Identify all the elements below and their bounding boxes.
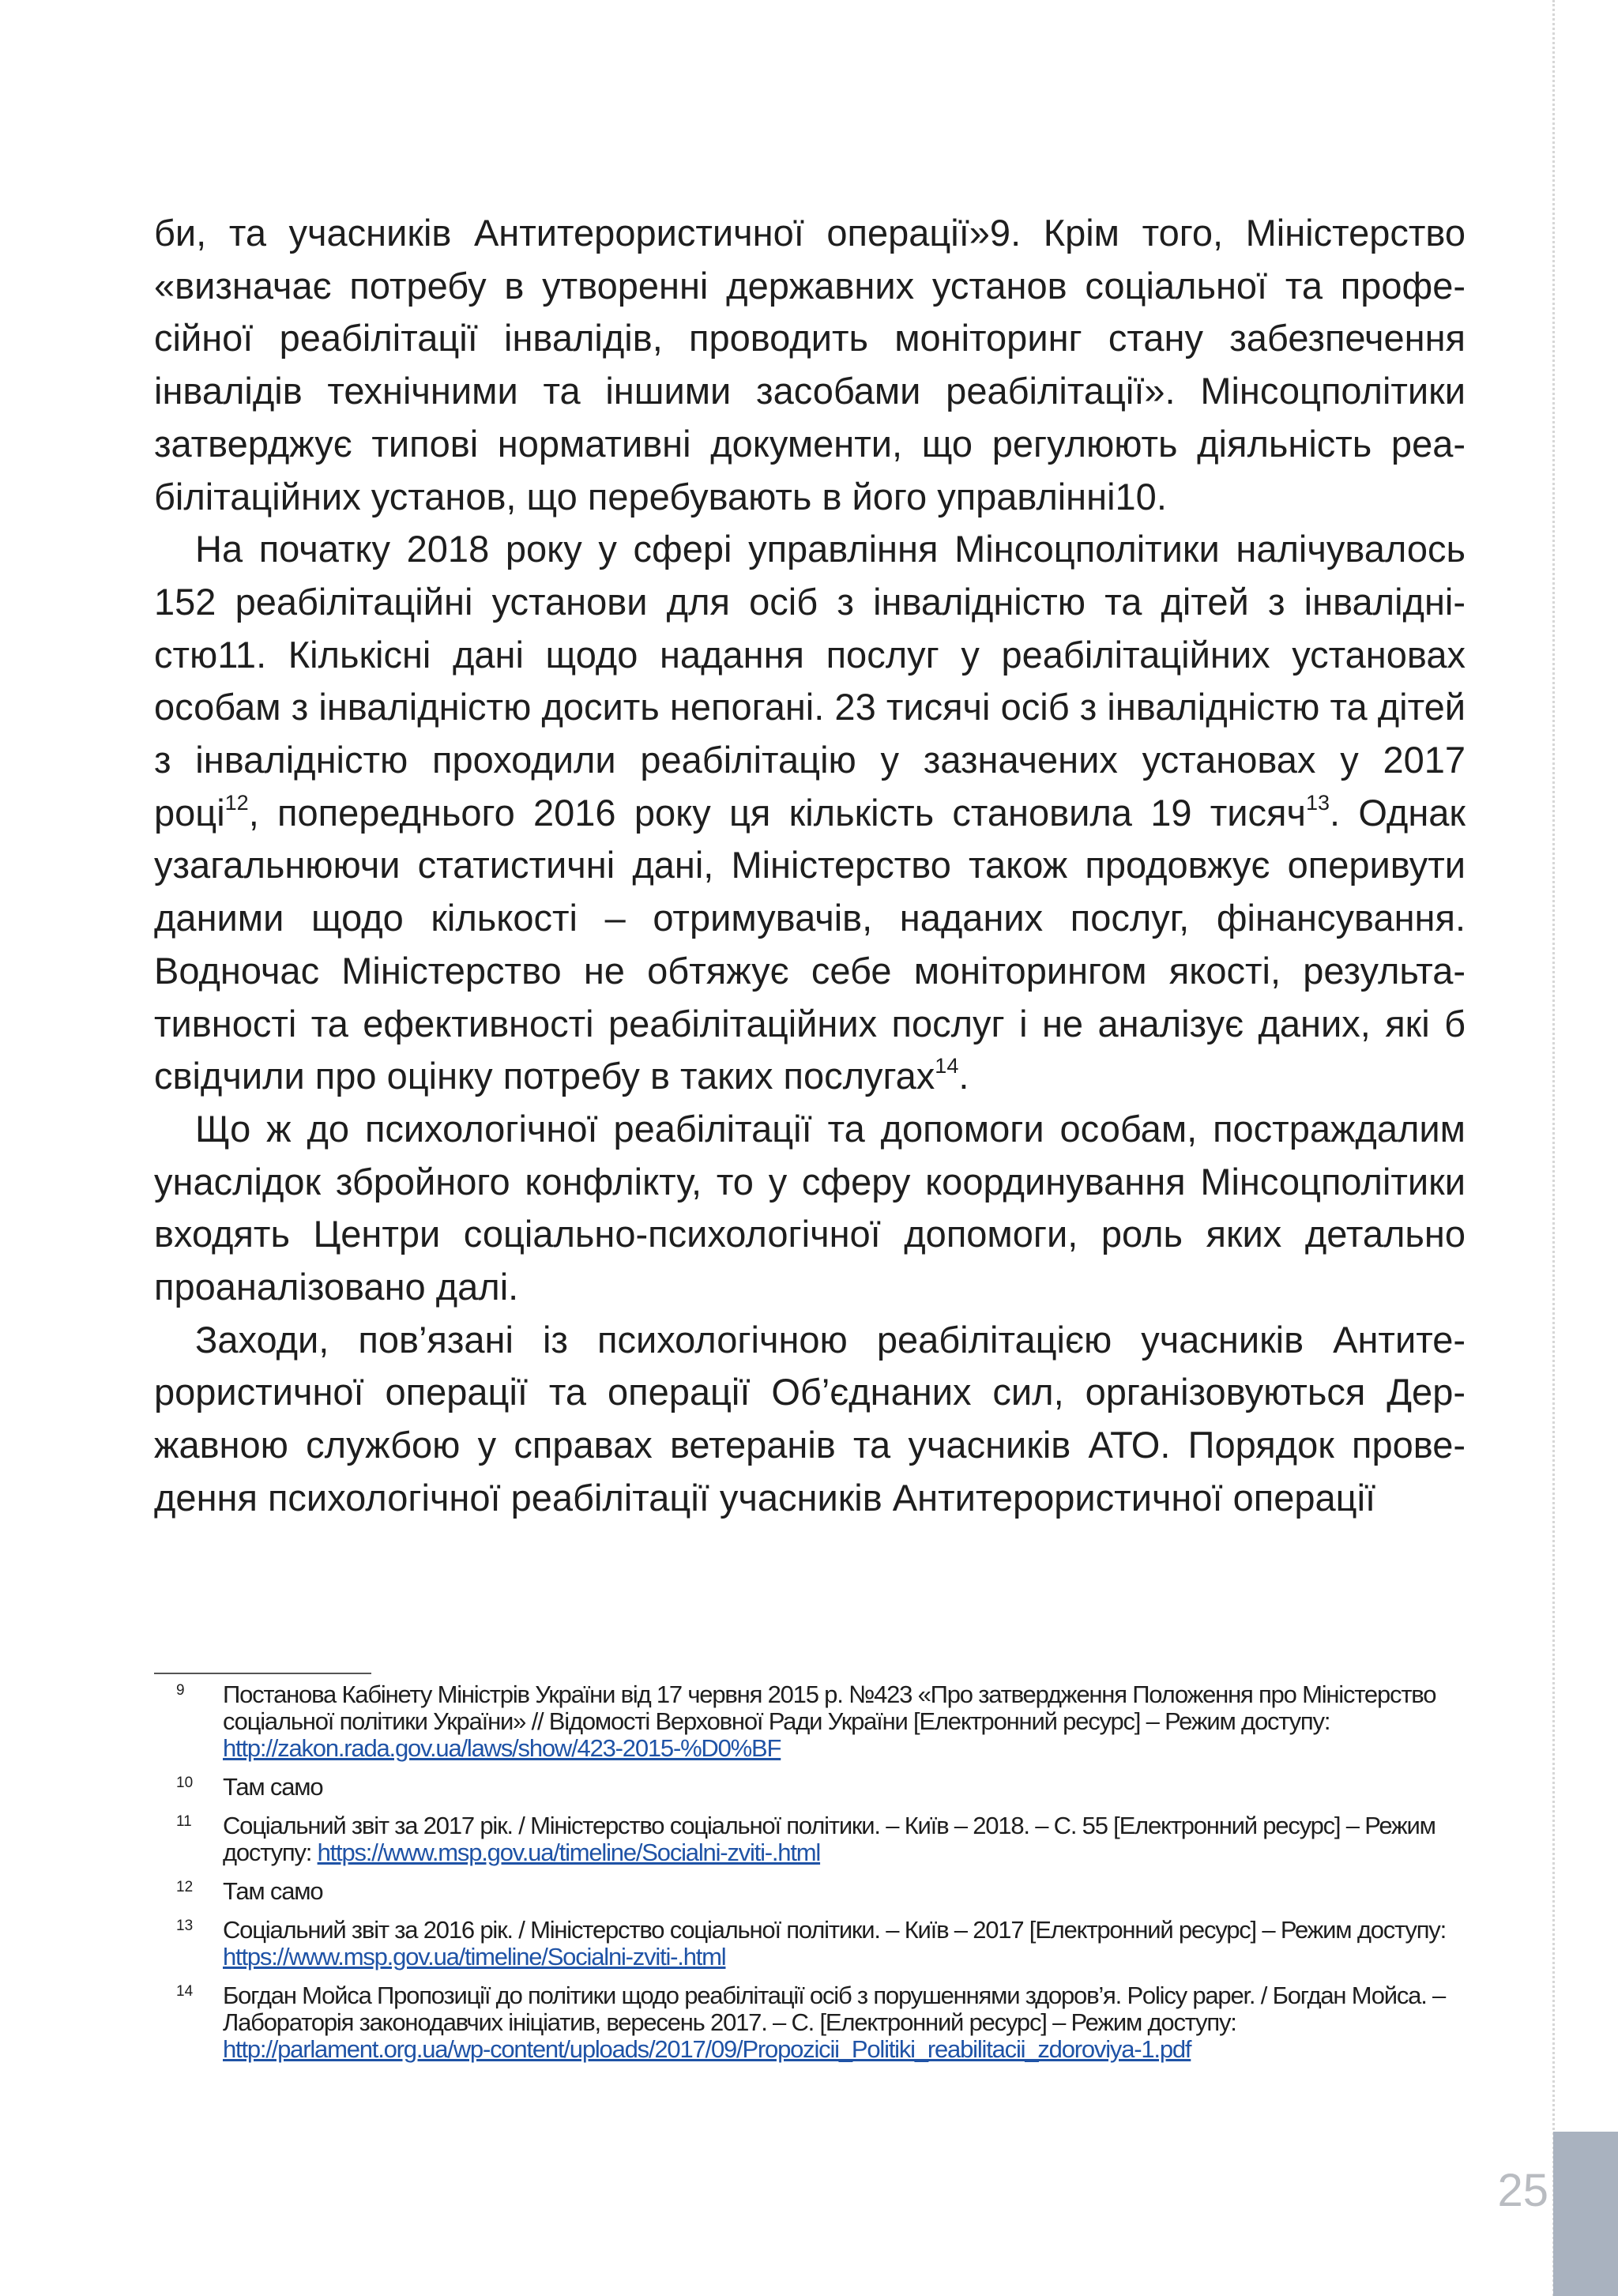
footnote-number: 9 [176,1682,185,1699]
footnote-14 [154,1982,1466,2063]
footnote-ref-14[interactable]: 14 [935,1054,959,1078]
footnote-13 [154,1917,1466,1970]
paragraph-2-part-b: , попереднього 2016 року ця кількість становила 19 тисяч [248,791,1306,834]
footnote-10 [154,1774,1466,1801]
footnotes [154,1681,1466,2075]
paragraph-2 [154,523,1466,1103]
footnote-link[interactable]: https://www.msp.gov.ua/timeline/Socialni-zviti-.html [317,1839,821,1866]
footnote-number: 10 [176,1775,194,1791]
footnote-number: 12 [176,1879,194,1895]
footnote-text: Богдан Мойса Пропозиції до політики щодо реабілітації осіб з порушеннями здоров’я. Policy paper. / Богдан Мойса. – Лабораторія законодавчих ініціатив, вересень 2017. – С. [Електронний ресурс] – Режим доступу: [223,1982,1446,2036]
footnote-text: Соціальний звіт за 2016 рік. / Міністерство соціальної політики. – Київ – 2017 [Електронний ресурс] – Режим доступу: [223,1916,1446,1944]
paragraph-1: би, та учасників Антитерористичної операції»9. Крім того, Міністерство «визначає потребу в утворенні державних установ соціальної та професійної реабілітації інвалідів, проводить моніторинг стану забезпечення інвалідів технічними та іншими засобами реабілітації». Мінсоцполітики затверджує типові нормативні документи, що регулюють діяльність реабілітаційних установ, що перебувають в його управлінні10. [154,212,1466,518]
paragraph-3: Що ж до психологічної реабілітації та допомоги особам, постраждалим унаслідок збройного конфлікту, то у сферу координування Мінсоцполітики входять Центри соціально-психологічної допомоги, роль яких детально проаналізовано далі. [154,1107,1466,1308]
footnote-11 [154,1812,1466,1866]
footnote-divider [154,1673,371,1674]
page-edge-dotted-line [1552,0,1555,2296]
footnote-ref-13[interactable]: 13 [1305,790,1330,815]
main-text [154,207,1466,1525]
footnote-text: Там само [223,1773,323,1801]
paragraph-2-part-d: . [958,1055,969,1097]
paragraph-2-part-a: На початку 2018 року у сфері управління Мінсоцполітики налічувалось 152 реабілітаційні установи для осіб з інвалідністю та дітей з інвалідністю11. Кількісні дані щодо надання послуг у реабілітаційних установах особам з інвалідністю досить непогані. 23 тисячі осіб з інвалідністю та дітей з інвалідністю проходили реабілітацію у зазначених установах у 2017 році [154,528,1466,834]
footnote-number: 13 [176,1918,194,1934]
footnote-number: 11 [176,1813,192,1830]
footnote-12 [154,1878,1466,1905]
footnote-text: Постанова Кабінету Міністрів України від 17 червня 2015 р. №423 «Про затвердження Положення про Міністерство соціальної політики України» // Відомості Верховної Ради України [Електронний ресурс] – Режим доступу: [223,1681,1436,1735]
footnote-text: Соціальний звіт за 2017 рік. / Міністерство соціальної політики. – Київ – 2018. – С. 55 [Електронний ресурс] – Режим доступу: [223,1812,1436,1866]
footnote-link[interactable]: https://www.msp.gov.ua/timeline/Socialni-zviti-.html [223,1943,726,1970]
footnote-ref-12[interactable]: 12 [224,790,249,815]
paragraph-4: Заходи, пов’язані із психологічною реабілітацією учасників Антитерористичної операції та операції Об’єднаних сил, організовуються Державною службою у справах ветеранів та учасників АТО. Порядок проведення психологічної реабілітації учасників Антитерористичної операції [154,1318,1466,1519]
paragraph-2-part-c: . Однак узагальнюючи статистичні дані, Міністерство також продовжує оперивути даними щодо кількості – отримувачів, наданих послуг, фінансування. Водночас Міністерство не обтяжує себе моніторингом якості, результативності та ефективності реабілітаційних послуг і не аналізує даних, які б свідчили про оцінку потребу в таких послугах [154,791,1466,1097]
footnote-link[interactable]: http://zakon.rada.gov.ua/laws/show/423-2015-%D0%BF [223,1734,781,1762]
footnote-text: Там само [223,1877,323,1905]
footnote-9 [154,1681,1466,1762]
page-number: 25 [1497,2165,1548,2216]
footnote-link[interactable]: http://parlament.org.ua/wp-content/uploads/2017/09/Propozicii_Politiki_reabilitacii_zdoroviya-1.pdf [223,2035,1191,2063]
footnote-number: 14 [176,1983,194,2000]
page-tab-marker [1553,2132,1618,2296]
